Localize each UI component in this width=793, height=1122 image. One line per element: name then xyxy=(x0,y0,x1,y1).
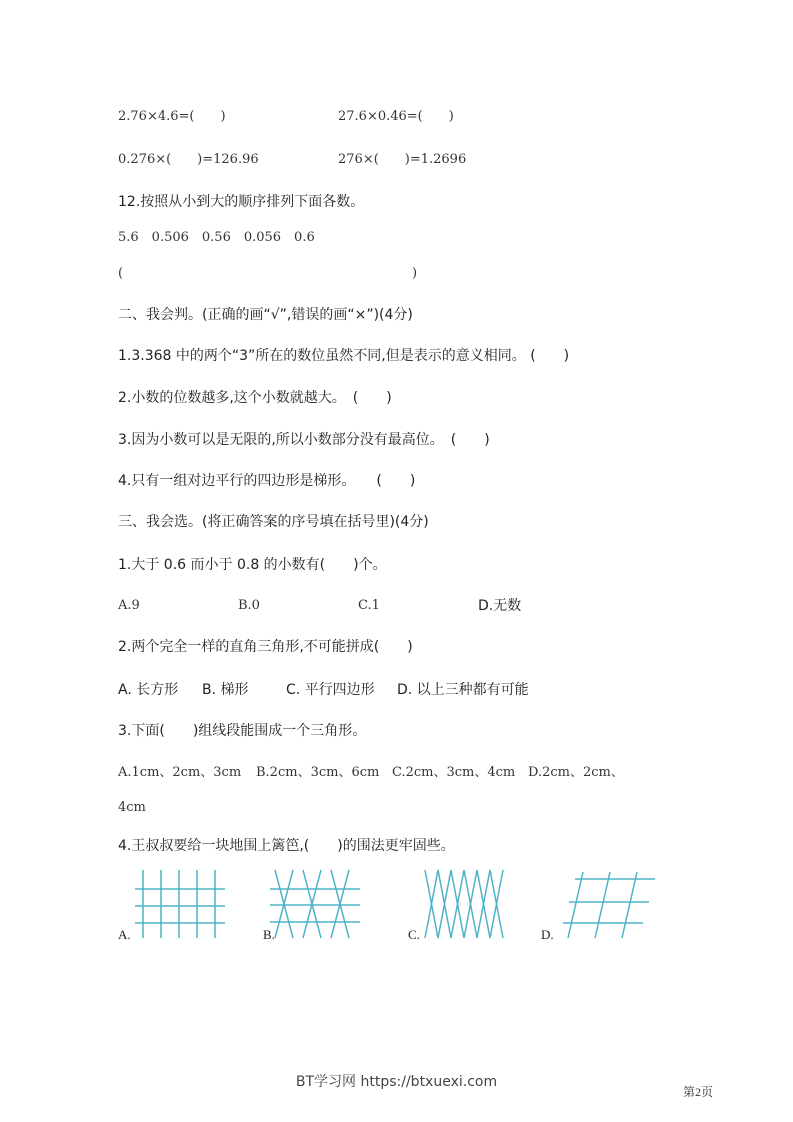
q12-numbers: 5.6 0.506 0.56 0.056 0.6 xyxy=(118,230,315,245)
q3-option-c: C.2cm、3cm、4cm xyxy=(392,765,516,780)
q2-option-c: C. 平行四边形 xyxy=(286,682,375,698)
q12-answer-close: ) xyxy=(412,266,418,281)
page-number: 第2页 xyxy=(683,1085,714,1099)
q3-option-b: B.2cm、3cm、6cm xyxy=(256,765,380,780)
calc-c: 0.276×( )=126.96 xyxy=(118,152,259,167)
calc-a: 2.76×4.6=( ) xyxy=(118,109,226,124)
judge-item-4: 4.只有一组对边平行的四边形是梯形。 ( ) xyxy=(118,473,416,489)
q2-option-b: B. 梯形 xyxy=(202,682,249,698)
fence-figure-a xyxy=(130,865,230,945)
fence-label-a: A. xyxy=(118,927,131,942)
section2-title: 二、我会判。(正确的画“√”,错误的画“×”)(4分) xyxy=(118,307,413,323)
q1-option-c: C.1 xyxy=(358,598,380,613)
q2-option-a: A. 长方形 xyxy=(118,682,179,698)
q12-title: 12.按照从小到大的顺序排列下面各数。 xyxy=(118,194,365,210)
fence-label-c: C. xyxy=(408,927,420,942)
q3-option-a: A.1cm、2cm、3cm xyxy=(118,765,242,780)
fence-figure-d xyxy=(555,865,660,945)
fence-figure-c xyxy=(420,865,520,945)
fence-label-b: B. xyxy=(263,927,275,942)
q1-option-b: B.0 xyxy=(238,598,260,613)
q12-answer-open: ( xyxy=(118,266,124,281)
calc-d: 276×( )=1.2696 xyxy=(338,152,467,167)
fence-figure-b xyxy=(265,865,365,945)
judge-item-2: 2.小数的位数越多,这个小数就越大。 ( ) xyxy=(118,390,392,406)
q3-option-d: D.2cm、2cm、 xyxy=(528,765,624,780)
choice-q1: 1.大于 0.6 而小于 0.8 的小数有( )个。 xyxy=(118,557,387,573)
choice-q3: 3.下面( )组线段能围成一个三角形。 xyxy=(118,723,367,739)
q1-option-a: A.9 xyxy=(118,598,140,613)
choice-q2: 2.两个完全一样的直角三角形,不可能拼成( ) xyxy=(118,639,413,655)
q1-option-d: D.无数 xyxy=(478,598,522,614)
q2-option-d: D. 以上三种都有可能 xyxy=(397,682,529,698)
footer-watermark: BT学习网 https://btxuexi.com xyxy=(295,1074,498,1090)
section3-title: 三、我会选。(将正确答案的序号填在括号里)(4分) xyxy=(118,514,429,530)
q3-option-d-wrap: 4cm xyxy=(118,800,146,815)
choice-q4: 4.王叔叔要给一块地围上篱笆,( )的围法更牢固些。 xyxy=(118,838,455,854)
fence-label-d: D. xyxy=(541,927,554,942)
judge-item-3: 3.因为小数可以是无限的,所以小数部分没有最高位。 ( ) xyxy=(118,432,490,448)
calc-b: 27.6×0.46=( ) xyxy=(338,109,454,124)
judge-item-1: 1.3.368 中的两个“3”所在的数位虽然不同,但是表示的意义相同。 ( ) xyxy=(118,348,570,364)
